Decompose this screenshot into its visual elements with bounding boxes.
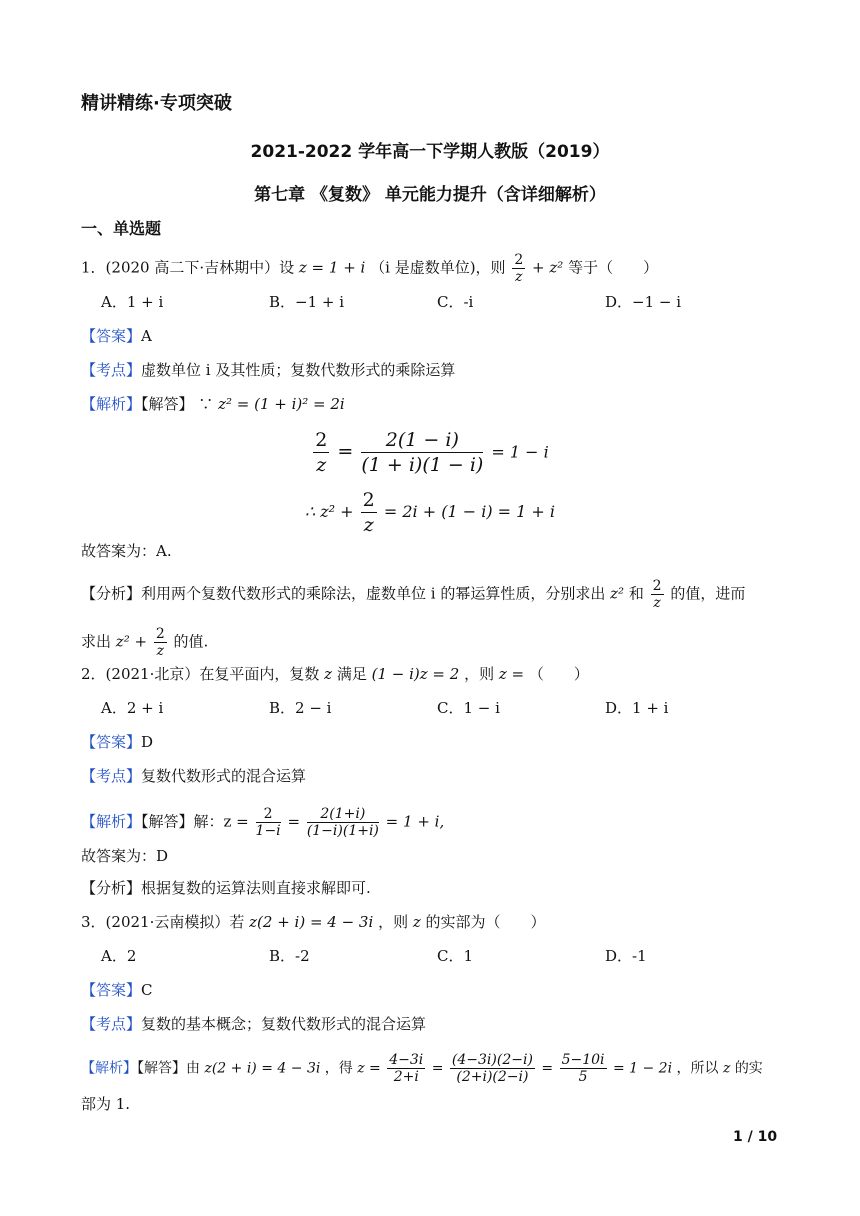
kd-text: 复数代数形式的混合运算 <box>141 767 307 785</box>
frac-den: z <box>515 269 523 285</box>
q2-knowledge-point <box>81 766 306 786</box>
jx-end2: 的实 <box>734 1060 763 1077</box>
q1-option-a: A．1 + i <box>101 293 164 311</box>
eq3-pre: ∴ z² + <box>304 502 354 521</box>
frac-num: 5−10i <box>561 1052 605 1068</box>
eq3-frac <box>361 488 377 537</box>
q2-stem-eq: (1 − i)z = 2 <box>371 665 460 683</box>
frac-den: z <box>316 454 327 476</box>
frac-num: 2 <box>256 806 281 823</box>
jx-mid: ，得 <box>324 1060 353 1077</box>
frac-num: 2(1+i) <box>307 806 379 823</box>
frac-num: 2(1 − i) <box>361 428 483 453</box>
section-heading: 一、单选题 <box>81 219 162 238</box>
q2-stem-text: 2．(2021·北京）在复平面内，复数 <box>81 665 320 683</box>
q2-stem-text4: （ ） <box>528 665 589 683</box>
jx-tag: 【解析】 <box>81 812 142 831</box>
jx-tag: 【解析】 <box>81 395 142 413</box>
q1-analysis-line2 <box>81 626 208 659</box>
q1-stem <box>81 252 658 285</box>
q3-option-c: C．1 <box>437 947 474 965</box>
q1-stem-fraction <box>512 252 525 285</box>
q2-option-b: B．2 − i <box>269 699 332 717</box>
jx-rhs: = 1 − 2i <box>612 1060 673 1077</box>
q2-stem-z2: z = <box>498 665 525 683</box>
jx-rhs: = 1 + i, <box>385 812 445 831</box>
q2-stem <box>81 664 589 684</box>
q3-stem-z: z <box>412 913 421 931</box>
answer-value: D <box>141 733 154 751</box>
answer-tag: 【答案】 <box>81 981 142 999</box>
q2-stem-text3: ，则 <box>464 665 495 683</box>
kd-text: 复数的基本概念；复数代数形式的混合运算 <box>141 1015 427 1033</box>
answer-value: C <box>141 981 153 999</box>
q2-stem-text2: 满足 <box>336 665 367 683</box>
fx-text3: 求出 <box>81 632 112 651</box>
fx-frac <box>651 578 664 611</box>
page-number: 1 / 10 <box>733 1129 778 1145</box>
q3-stem-text: 3．(2021·云南模拟）若 <box>81 913 245 931</box>
frac-den: (2+i)(2−i) <box>456 1069 529 1085</box>
q2-analysis: 【分析】根据复数的运算法则直接求解即可. <box>81 879 371 897</box>
q1-analysis-line1 <box>81 578 745 611</box>
eq2-mid <box>361 428 483 477</box>
q1-solution <box>81 394 345 414</box>
q3-option-a: A．2 <box>101 947 137 965</box>
fx-expr: z² + <box>115 632 148 651</box>
q1-stem-z: z = 1 + i <box>298 258 366 277</box>
eq3-rhs: = 2i + (1 − i) = 1 + i <box>383 502 556 521</box>
q1-option-b: B．−1 + i <box>269 293 345 311</box>
q1-stem-text3: 等于（ ） <box>568 258 659 277</box>
fx-text: 【分析】利用两个复数代数形式的乘除法，虚数单位 i 的幂运算性质，分别求出 <box>81 584 606 603</box>
q2-answer <box>81 732 153 752</box>
frac-num: (4−3i)(2−i) <box>451 1052 533 1068</box>
q3-stem-text3: 的实部为（ ） <box>425 913 546 931</box>
kd-tag: 【考点】 <box>81 767 142 785</box>
frac-num: 2 <box>362 489 375 511</box>
jx-tag: 【解析】 <box>81 1060 137 1077</box>
kd-text: 虚数单位 i 及其性质；复数代数形式的乘除运算 <box>141 361 456 379</box>
q2-option-d: D．1 + i <box>605 699 669 717</box>
frac-den: 5 <box>578 1069 588 1085</box>
document-title: 2021-2022 学年高一下学期人教版（2019） <box>250 142 610 162</box>
frac-num: 2 <box>652 578 662 594</box>
q2-option-c: C．1 − i <box>437 699 500 717</box>
jx-z2: z <box>722 1060 731 1077</box>
jx-intro: 【解答】 ∵ <box>141 395 214 413</box>
q1-equation-2: $\frac{2}{z}$ = $\frac{2(1 - i)}{(1 + i)(1 - i)}$ = 1 − i <box>315 429 549 476</box>
frac-num: 2 <box>514 252 524 268</box>
q3-knowledge-point <box>81 1014 426 1034</box>
q2-frac2 <box>307 806 379 839</box>
q2-frac1 <box>256 806 281 839</box>
frac-num: 2 <box>155 626 165 642</box>
fx-and: 和 <box>628 584 644 603</box>
q3-option-d: D．-1 <box>605 947 647 965</box>
q3-option-b: B．-2 <box>269 947 310 965</box>
q2-option-a: A．2 + i <box>101 699 164 717</box>
fx-z2: z² <box>610 584 625 603</box>
frac-den: 2+i <box>393 1069 419 1085</box>
q1-option-c: C．-i <box>437 293 474 311</box>
frac-den: 1−i <box>255 823 281 839</box>
frac-num: 4−3i <box>389 1052 424 1068</box>
q2-stem-z: z <box>324 665 333 683</box>
q3-answer <box>81 980 153 1000</box>
q3-solution-cont: 部为 1. <box>81 1095 131 1113</box>
jx-end: ，所以 <box>676 1060 719 1077</box>
q3-stem <box>81 912 546 932</box>
frac-den: z <box>156 643 164 659</box>
kd-tag: 【考点】 <box>81 361 142 379</box>
fx-text2: 的值，进而 <box>670 584 746 603</box>
q3-stem-eq: z(2 + i) = 4 − 3i <box>249 913 374 931</box>
answer-tag: 【答案】 <box>81 733 142 751</box>
q1-stem-text: 1．(2020 高二下·吉林期中）设 <box>81 258 295 277</box>
frac-num: 2 <box>315 429 328 451</box>
q2-conclusion: 故答案为：D <box>81 847 169 865</box>
q1-stem-text2: （i 是虚数单位)，则 <box>370 258 506 277</box>
kd-tag: 【考点】 <box>81 1015 142 1033</box>
q2-solution: 【解析】【解答】解：z = $\frac{2}{1-i}$ = $\frac{2(1+i)}{(1-i)(1+i)}$ = 1 + i, <box>81 806 445 839</box>
q1-knowledge-point <box>81 360 455 380</box>
q3-stem-text2: ，则 <box>378 913 409 931</box>
q1-stem-plus: + z² <box>532 258 564 277</box>
q3-solution: 【解析】【解答】由 z(2 + i) = 4 − 3i ，得 z = $\frac{4-3i}{2+i}$ = $\frac{(4-3i)(2-i)}{(2+i)(2-i)}$ = $\frac{5-10i}{5}$ = 1 − 2i ，所以 z 的实 <box>81 1052 763 1085</box>
frac-den: (1 + i)(1 − i) <box>361 454 484 476</box>
document-subtitle: 第七章 《复数》 单元能力提升（含详细解析） <box>254 185 606 205</box>
jx-eq1: z² = (1 + i)² = 2i <box>218 395 345 413</box>
fx-text4: 的值. <box>173 632 209 651</box>
fx-frac2 <box>154 626 167 659</box>
answer-tag: 【答案】 <box>81 327 142 345</box>
series-title: 精讲精练·专项突破 <box>81 93 232 114</box>
frac-den: (1−i)(1+i) <box>306 823 379 839</box>
frac-den: z <box>363 514 374 536</box>
q1-equation-3 <box>0 488 860 537</box>
jx-intro: 【解答】由 <box>137 1060 200 1077</box>
jx-eq: z(2 + i) = 4 − 3i <box>204 1060 321 1077</box>
q3-frac2 <box>450 1052 535 1085</box>
q3-frac3 <box>560 1052 607 1085</box>
answer-value: A <box>141 327 152 345</box>
eq2-lhs <box>313 428 329 477</box>
frac-den: z <box>653 595 661 611</box>
q3-frac1 <box>387 1052 425 1085</box>
eq2-rhs: = 1 − i <box>491 442 549 462</box>
q1-option-d: D．−1 − i <box>605 293 682 311</box>
jx-z: z = <box>357 1060 381 1077</box>
jx-intro: 【解答】解：z = <box>141 812 249 831</box>
q1-conclusion: 故答案为：A. <box>81 542 172 560</box>
q1-answer <box>81 326 152 346</box>
